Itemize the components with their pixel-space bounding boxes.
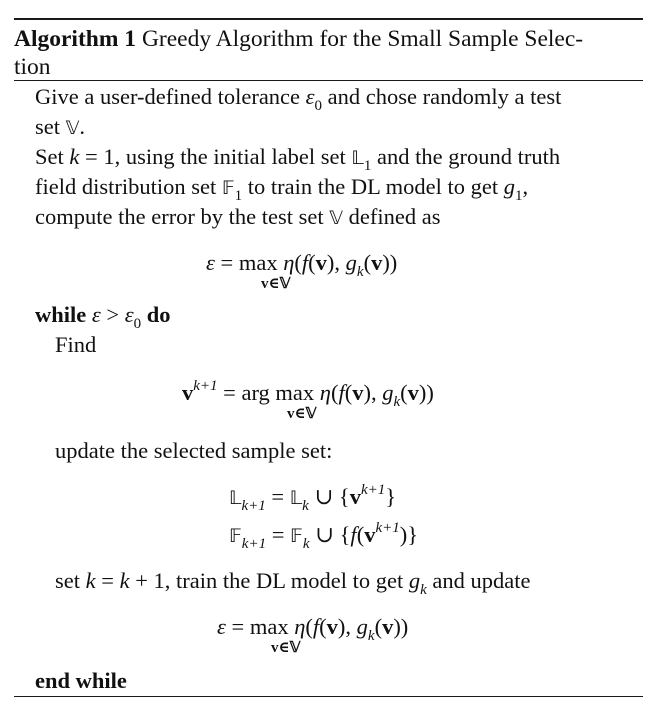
argmax-subscript: v∈𝕍 xyxy=(287,406,317,422)
bottom-rule xyxy=(14,696,643,697)
argmax-equation: $v^{k+1}$ = arg max η(f(v), $g_k(v)$) xyxy=(182,378,434,410)
do-keyword: do xyxy=(146,302,171,327)
epsilon-symbol: ε xyxy=(305,84,315,109)
while-keyword: while xyxy=(35,302,87,327)
step-error-line: compute the error by the test set 𝕍 defined as xyxy=(35,204,441,229)
field-set-symbol: 𝔽 xyxy=(221,177,235,199)
algorithm-title-cont: tion xyxy=(14,54,51,80)
algorithm-caption-line2 xyxy=(14,54,51,80)
while-line: while $\varepsilon > \varepsilon_0$ do xyxy=(35,302,171,332)
update-line: update the selected sample set: xyxy=(55,438,333,463)
label-set-symbol: 𝕃 xyxy=(351,147,364,169)
max-subscript-2: v∈𝕍 xyxy=(271,640,301,656)
find-line: Find xyxy=(55,332,97,357)
error-equation-1: ε = max η(f(v), $g_k(v)$) xyxy=(206,250,398,280)
end-while-keyword: end while xyxy=(35,668,127,693)
test-set-symbol: 𝕍 xyxy=(65,117,80,139)
step-tolerance-line: Give a user-defined tolerance $\varepsilon_0$ and chose randomly a test xyxy=(35,84,562,114)
step-field-line: field distribution set 𝔽$_1$ to train the DL model to get $g_1$, xyxy=(35,174,529,204)
step-init-line: Set k = 1, using the initial label set 𝕃$_1$ and the ground truth xyxy=(35,144,561,174)
end-while-line xyxy=(35,668,127,694)
error-equation-2: ε = max η(f(v), $g_k(v)$) xyxy=(217,614,409,644)
label-set-update-equation: 𝕃$_{k+1}$ = 𝕃$_k$ ∪ $\{v^{k+1}\}$ xyxy=(229,482,397,514)
algorithm-label: Algorithm 1 xyxy=(14,26,137,52)
field-set-update-equation: 𝔽$_{k+1}$ = 𝔽$_k$ ∪ $\{f(v^{k+1})\}$ xyxy=(229,520,419,552)
caption-rule xyxy=(14,80,643,81)
step-test-set-line: set 𝕍. xyxy=(35,114,85,139)
algorithm-title: Greedy Algorithm for the Small Sample Selec- xyxy=(141,26,584,52)
set-k-line: set k = k + 1, train the DL model to get $g_k$ and update xyxy=(55,568,531,598)
max-subscript-1: v∈𝕍 xyxy=(261,276,291,292)
top-rule xyxy=(14,18,643,20)
algorithm-caption-line1 xyxy=(14,26,583,52)
